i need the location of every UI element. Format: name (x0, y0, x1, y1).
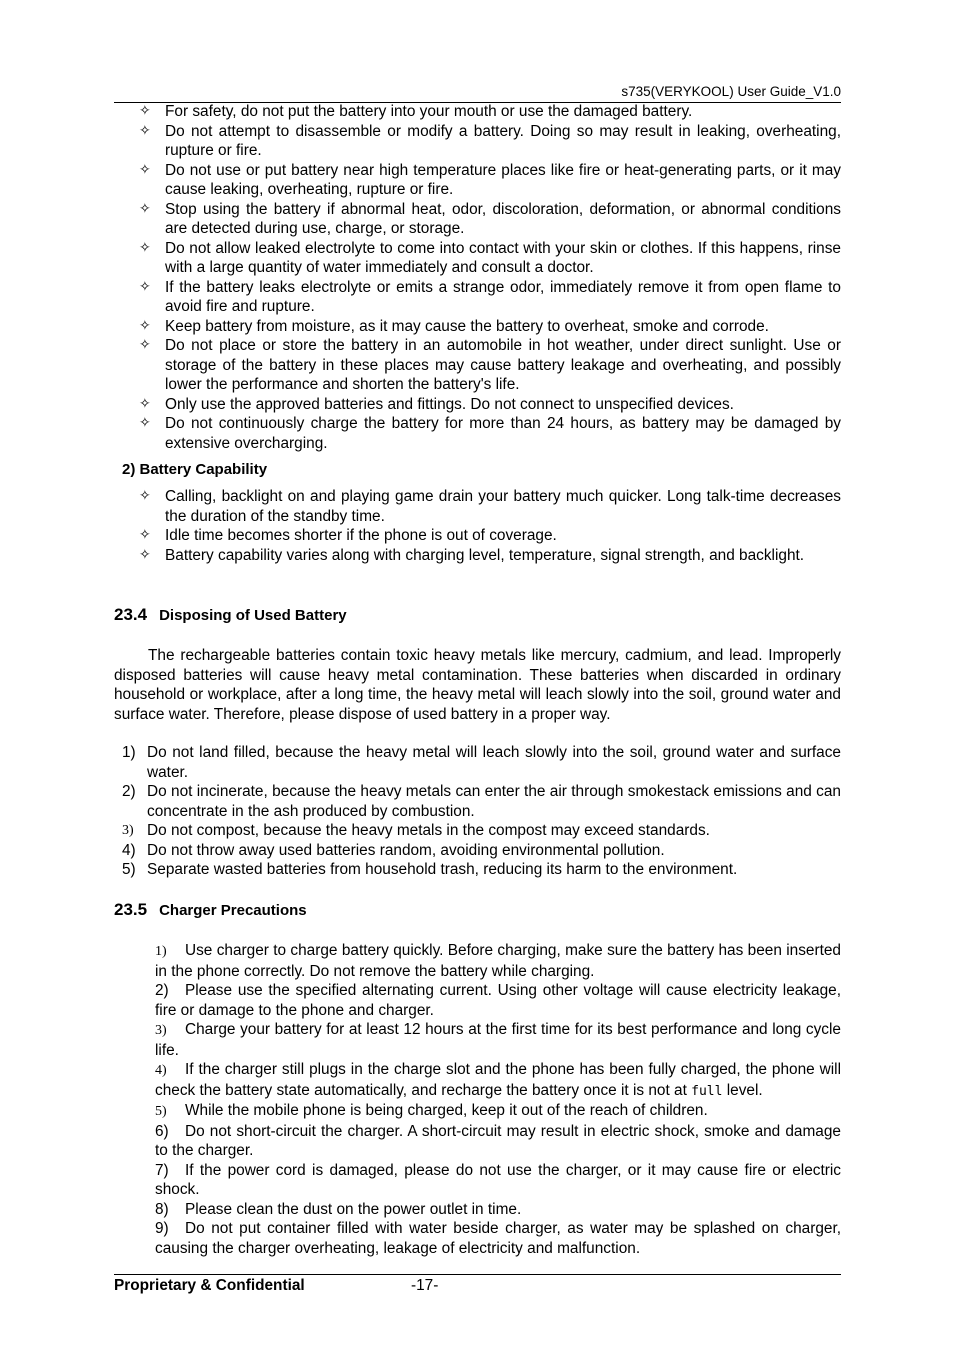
list-item: ✧ Do not allow leaked electrolyte to come into contact with your skin or clothes. If this happens, rinse with a large quantity of water immediately and consult a doctor. (139, 239, 841, 276)
list-item: ✧ Do not continuously charge the battery for more than 24 hours, as battery may be damaged by extensive overcharging. (139, 415, 841, 452)
capability-bullet-list (139, 487, 841, 565)
disposal-numbered-list (122, 743, 841, 880)
star-bullet-icon: ✧ (139, 415, 151, 431)
star-bullet-icon: ✧ (139, 122, 151, 139)
list-item: ✧ Do not place or store the battery in an automobile in hot weather, under direct sunlight. Use or storage of the battery in these places may cause battery leakage and overheating, and possibly lower the performance and shorten the battery's life. (139, 337, 841, 393)
list-item: 6) Do not short-circuit the charger. A short-circuit may result in electric shock, smoke and damage to the charger. (155, 1122, 841, 1159)
list-item: ✧ Stop using the battery if abnormal heat, odor, discoloration, deformation, or abnormal conditions are detected during use, charge, or storage. (139, 200, 841, 237)
star-bullet-icon: ✧ (139, 337, 151, 353)
section-heading-23-4: 23.4 Disposing of Used Battery (114, 605, 347, 624)
list-item: 1) Use charger to charge battery quickly. Before charging, make sure the battery has been inserted in the phone correctly. Do not remove the battery while charging. (155, 942, 841, 980)
list-item: 9) Do not put container filled with water beside charger, as water may be splashed on charger, causing the charger overheating, leakage of electricity and malfunction. (155, 1220, 841, 1257)
section-heading-23-5: 23.5 Charger Precautions (114, 900, 307, 919)
list-item: 5) Separate wasted batteries from household trash, reducing its harm to the environment. (122, 861, 738, 878)
star-bullet-icon: ✧ (139, 200, 151, 217)
disposal-intro-paragraph: The rechargeable batteries contain toxic heavy metals like mercury, cadmium, and lead. Improperly disposed batteries will cause heavy metal contamination. These batteries when discarded in ordinary household or workplace, after a long time, the heavy metal will leach slowly into the soil, ground water and surface water. Therefore, please dispose of used battery in a proper way. (114, 647, 841, 723)
star-bullet-icon: ✧ (139, 546, 151, 563)
list-item: 3) Do not compost, because the heavy metals in the compost may exceed standards. (122, 822, 710, 839)
list-item: 7) If the power cord is damaged, please do not use the charger, or it may cause fire or electric shock. (155, 1161, 841, 1198)
list-item: 4) Do not throw away used batteries random, avoiding environmental pollution. (122, 841, 665, 859)
footer-confidential-label: Proprietary & Confidential (114, 1277, 305, 1294)
list-item: 4) If the charger still plugs in the charge slot and the phone has been fully charged, the phone will check the battery state automatically, and recharge the battery once it is not at full level. (155, 1061, 841, 1099)
page-number: -17- (411, 1277, 439, 1294)
star-bullet-icon: ✧ (139, 527, 151, 543)
list-item: 2) Do not incinerate, because the heavy metals can enter the air through smokestack emissions and can concentrate in the ash produced by combustion. (122, 783, 841, 820)
star-bullet-icon: ✧ (139, 488, 151, 504)
list-item: ✧ Keep battery from moisture, as it may cause the battery to overheat, smoke and corrode. (139, 317, 769, 335)
list-item: 8) Please clean the dust on the power outlet in time. (155, 1200, 522, 1218)
safety-bullet-list (139, 102, 841, 453)
star-bullet-icon: ✧ (139, 395, 151, 412)
list-item: ✧ Do not attempt to disassemble or modify a battery. Doing so may result in leaking, overheating, rupture or fire. (139, 122, 841, 159)
list-item: 3) Charge your battery for at least 12 hours at the first time for its best performance and long cycle life. (155, 1021, 841, 1059)
star-bullet-icon: ✧ (139, 278, 151, 295)
list-item: ✧ Only use the approved batteries and fittings. Do not connect to unspecified devices. (139, 395, 734, 413)
list-item: 5) While the mobile phone is being charged, keep it out of the reach of children. (155, 1102, 708, 1119)
list-item: ✧ Calling, backlight on and playing game drain your battery much quicker. Long talk-time decreases the duration of the standby time. (139, 488, 841, 525)
list-item: 2) Please use the specified alternating current. Using other voltage will cause electricity leakage, fire or damage to the phone and charger. (155, 982, 841, 1019)
star-bullet-icon: ✧ (139, 239, 151, 256)
star-bullet-icon: ✧ (139, 317, 151, 334)
page-header: s735(VERYKOOL) User Guide_V1.0 (621, 84, 841, 99)
charger-precautions-list (155, 941, 841, 1258)
list-item: ✧ Idle time becomes shorter if the phone is out of coverage. (139, 527, 557, 544)
list-item: ✧ If the battery leaks electrolyte or emits a strange odor, immediately remove it from open flame to avoid fire and rupture. (139, 278, 841, 315)
battery-capability-heading: 2) Battery Capability (122, 461, 268, 478)
list-item: 1) Do not land filled, because the heavy metal will leach slowly into the soil, ground water and surface water. (122, 744, 841, 781)
list-item: ✧ Do not use or put battery near high temperature places like fire or heat-generating parts, or it may cause leaking, overheating, rupture or fire. (139, 161, 841, 198)
footer-rule (114, 1274, 841, 1275)
star-bullet-icon: ✧ (139, 103, 151, 119)
star-bullet-icon: ✧ (139, 161, 151, 178)
list-item: ✧ For safety, do not put the battery into your mouth or use the damaged battery. (139, 103, 693, 120)
list-item: ✧ Battery capability varies along with charging level, temperature, signal strength, and backlight. (139, 546, 805, 564)
